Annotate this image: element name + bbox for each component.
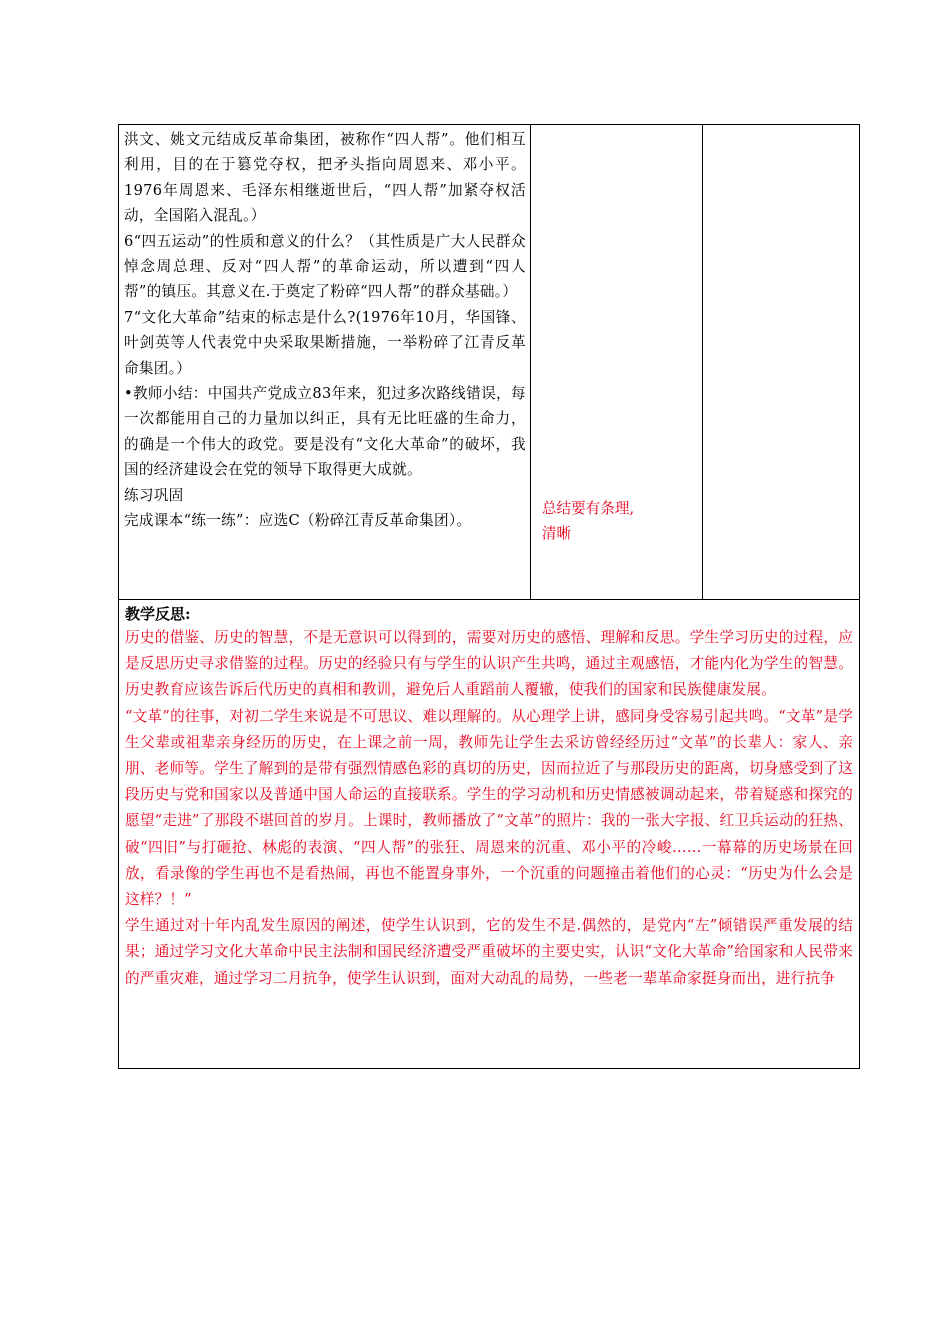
content-question-6: 6“四五运动”的性质和意义的什么？（其性质是广大人民群众悼念周总理、反对“四人帮”的革命运动，所以遭到“四人帮”的镇压。其意义在.于奠定了粉碎“四人帮”的群众基础。）: [124, 232, 526, 301]
content-teacher-summary: •教师小结：中国共产党成立83年来，犯过多次路线错误，每一次都能用自己的力量加以纠正，具有无比旺盛的生命力，的确是一个伟大的政党。要是没有“文化大革命”的破坏，我国的经济建设会在党的领导下取得更大成就。: [124, 385, 526, 479]
design-intent-cell: [530, 125, 702, 600]
reflection-heading: 教学反思:: [125, 605, 191, 623]
design-note-line-2: 清晰: [541, 525, 572, 543]
teaching-content-cell: [119, 125, 531, 600]
reflection-paragraph-3: 学生通过对十年内乱发生原因的阐述，使学生认识到，它的发生不是.偶然的，是党内“左”倾错误严重发展的结果；通过学习文化大革命中民主法制和国民经济遭受严重破坏的主要史实，认识“文化大革命”给国家和人民带来的严重灾难，通过学习二月抗争，使学生认识到，面对大动乱的局势，一些老一辈革命家挺身而出，进行抗争: [125, 917, 853, 987]
blank-cell: [702, 125, 860, 600]
reflection-paragraph-1: 历史的借鉴、历史的智慧，不是无意识可以得到的，需要对历史的感悟、理解和反思。学生学习历史的过程，应是反思历史寻求借鉴的过程。历史的经验只有与学生的认识产生共鸣，通过主观感悟，才能内化为学生的智慧。历史教育应该告诉后代历史的真相和教训，避免后人重蹈前人覆辙，使我们的国家和民族健康发展。: [125, 629, 853, 699]
content-paragraph-gang-of-four: 洪文、姚文元结成反革命集团，被称作“四人帮”。他们相互利用，目的在于篡党夺权，把矛头指向周恩来、邓小平。1976年周恩来、毛泽东相继逝世后，“四人帮”加紧夺权活动，全国陷入混乱。）: [124, 131, 526, 225]
content-question-7: 7“文化大革命”结束的标志是什么?(1976年10月，华国锋、叶剑英等人代表党中央采取果断措施，一举粉碎了江青反革命集团。）: [124, 308, 526, 377]
content-practice-heading: 练习巩固: [124, 486, 184, 504]
lesson-plan-table: [118, 124, 860, 1069]
reflection-row: [119, 600, 860, 1069]
lesson-content-row: [119, 125, 860, 600]
design-note-line-1: 总结要有条理,: [541, 500, 635, 517]
design-note: [542, 496, 634, 547]
reflection-paragraph-2: “文革”的往事，对初二学生来说是不可思议、难以理解的。从心理学上讲，感同身受容易引起共鸣。“文革”是学生父辈或祖辈亲身经历的历史，在上课之前一周，教师先让学生去采访曾经经历过“文革”的长辈人：家人、亲朋、老师等。学生了解到的是带有强烈情感色彩的真切的历史，因而拉近了与那段历史的距离，切身感受到了这段历史与党和国家以及普通中国人命运的直接联系。学生的学习动机和历史情感被调动起来，带着疑惑和探究的愿望“走进”了那段不堪回首的岁月。上课时，教师播放了“文革”的照片：我的一张大字报、红卫兵运动的狂热、破“四旧”与打砸抢、林彪的表演、“四人帮”的张狂、周恩来的沉重、邓小平的冷峻……一幕幕的历史场景在回放，看录像的学生再也不是看热闹，再也不能置身事外，一个沉重的问题撞击着他们的心灵：“历史为什么会是这样？！”: [125, 707, 853, 909]
teaching-reflection-cell: [119, 600, 860, 1069]
content-practice-answer: 完成课本“练一练”：应选C（粉碎江青反革命集团）。: [124, 512, 472, 530]
